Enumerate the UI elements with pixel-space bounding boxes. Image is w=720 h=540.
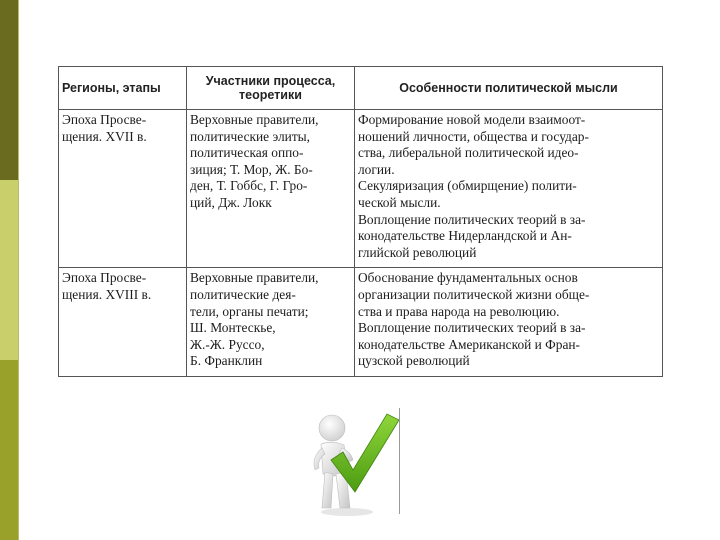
sidebar-segment-bottom [0, 360, 18, 540]
table-row-xvii [59, 110, 663, 268]
cell-line: Верховные правители, [190, 270, 319, 286]
cell-line: щения. XVIII в. [62, 286, 152, 302]
cell-line: конодательстве Нидерландской и Ан- [358, 228, 572, 244]
cell-line: конодательстве Американской и Фран- [358, 336, 581, 352]
cell-line: ческой мысли. [358, 194, 441, 210]
cell-features [355, 268, 663, 377]
cell-line: Эпоха Просве- [62, 270, 147, 286]
cell-features [355, 110, 663, 268]
sidebar-segment-top [0, 0, 18, 180]
table-row-xviii [59, 268, 663, 377]
cell-line: ношений личности, общества и государ- [358, 128, 589, 144]
figure-divider [399, 408, 400, 514]
cell-line: политические элиты, [190, 128, 311, 144]
figure-shadow [321, 508, 373, 516]
cell-line: ций, Дж. Локк [190, 194, 272, 210]
cell-line: ден, Т. Гоббс, Г. Гро- [190, 178, 308, 194]
cell-line: зиция; Т. Мор, Ж. Бо- [190, 161, 313, 177]
header-line: Участники процесса, [205, 74, 336, 88]
cell-line: Эпоха Просве- [62, 112, 147, 127]
cell-line: Б. Франклин [190, 353, 263, 369]
cell-era [59, 268, 187, 377]
person-with-checkmark-icon [305, 408, 400, 518]
cell-line: политическая оппо- [190, 145, 304, 161]
header-line: Особенности политической мысли [399, 81, 618, 95]
cell-line: логии. [358, 161, 395, 177]
figure-head [319, 415, 345, 441]
cell-line: глийской революций [358, 244, 477, 260]
sidebar-segment-middle [0, 180, 18, 360]
cell-line: Ш. Монтескье, [190, 320, 276, 336]
cell-participants [187, 268, 355, 377]
header-features [355, 67, 663, 110]
header-regions-stages [59, 67, 187, 110]
cell-line: Обоснование фундаментальных основ [358, 270, 578, 286]
header-participants [187, 67, 355, 110]
cell-line: Секуляризация (обмирщение) полити- [358, 178, 577, 194]
header-line: теоретики [239, 88, 302, 102]
cell-line: тели, органы печати; [190, 303, 309, 319]
cell-line: щения. XVII в. [62, 128, 147, 144]
cell-era [59, 110, 187, 268]
cell-line: Формирование новой модели взаимоот- [358, 112, 586, 127]
figure-left-leg [322, 472, 333, 508]
cell-line: Верховные правители, [190, 112, 319, 127]
sidebar-divider [18, 0, 19, 540]
cell-participants [187, 110, 355, 268]
cell-line: организации политической жизни обще- [358, 286, 590, 302]
cell-line: Воплощение политических теорий в за- [358, 320, 586, 336]
cell-line: Ж.-Ж. Руссо, [190, 336, 265, 352]
header-line: Регионы, этапы [62, 81, 161, 95]
slide-sidebar-stripe [0, 0, 18, 540]
cell-line: ства и права народа на революцию. [358, 303, 560, 319]
cell-line: ства, либеральной политической идео- [358, 145, 579, 161]
cell-line: Воплощение политических теорий в за- [358, 211, 586, 227]
table-header-row [59, 67, 663, 110]
cell-line: цузской революций [358, 353, 470, 369]
enlightenment-table [58, 66, 663, 377]
cell-line: политические дея- [190, 286, 296, 302]
